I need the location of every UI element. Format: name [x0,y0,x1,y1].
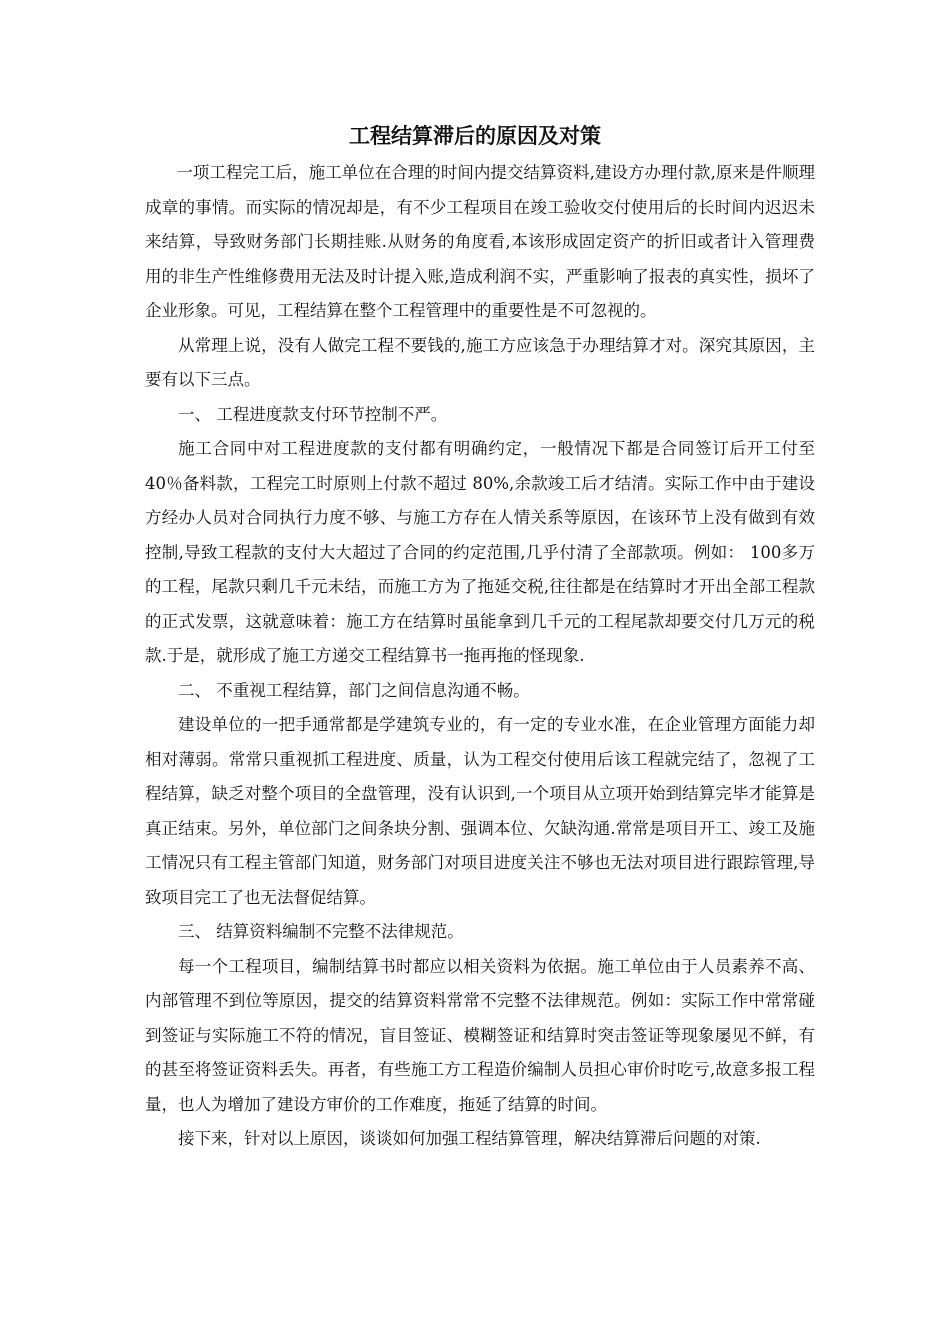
document-title: 工程结算滞后的原因及对策 [349,124,601,148]
paragraph-closing: 接下来，针对以上原因，谈谈如何加强工程结算管理，解决结算滞后问题的对策. [178,1129,761,1148]
paragraph-section-3: 每一个工程项目，编制结算书时都应以相关资料为依据。施工单位由于人员素养不高、内部管理不到位等原因，提交的结算资料常常不完整不法律规范。例如：实际工作中常常碰到签证与实际施工不符的情况，盲目签证、模糊签证和结算时突击签证等现象屡见不鲜，有的甚至将签证资料丢失。再者，有些施工方工程造价编制人员担心审价时吃亏,故意多报工程量，也人为增加了建设方审价的工作难度，拖延了结算的时间。 [145,956,815,1114]
paragraph-intro: 一项工程完工后，施工单位在合理的时间内提交结算资料,建设方办理付款,原来是件顺理成章的事情。而实际的情况却是，有不少工程项目在竣工验收交付使用后的长时间内迟迟未来结算，导致财务部门长期挂账.从财务的角度看,本该形成固定资产的折旧或者计入管理费用的非生产性维修费用无法及时计提入账,造成利润不实，严重影响了报表的真实性，损坏了企业形象。可见，工程结算在整个工程管理中的重要性是不可忽视的。 [145,163,815,320]
paragraph-reasons-lead: 从常理上说，没有人做完工程不要钱的,施工方应该急于办理结算才对。深究其原因，主要有以下三点。 [145,335,815,389]
section-heading-2: 二、 不重视工程结算，部门之间信息沟通不畅。 [178,680,530,700]
section-heading-1: 一、 工程进度款支付环节控制不严。 [178,404,448,424]
paragraph-section-1: 施工合同中对工程进度款的支付都有明确约定，一般情况下都是合同签订后开工付至40％备料款，工程完工时原则上付款不超过 80%,余款竣工后才结清。实际工作中由于建设方经办人员对合同执行力度不够、与施工方存在人情关系等原因，在该环节上没有做到有效控制,导致工程款的支付大大超过了合同的约定范围,几乎付清了全部款项。例如： 100多万的工程，尾款只剩几千元未结，而施工方为了拖延交税,往往都是在结算时才开出全部工程款的正式发票，这就意味着：施工方在结算时虽能拿到几千元的工程尾款却要交付几万元的税款.于是，就形成了施工方递交工程结算书一拖再拖的怪现象. [145,439,815,665]
section-heading-3: 三、 结算资料编制不完整不法律规范。 [178,922,464,941]
paragraph-section-2: 建设单位的一把手通常都是学建筑专业的，有一定的专业水准，在企业管理方面能力却相对薄弱。常常只重视抓工程进度、质量，认为工程交付使用后该工程就完结了，忽视了工程结算，缺乏对整个项目的全盘管理，没有认识到,一个项目从立项开始到结算完毕才能算是真正结束。另外，单位部门之间条块分割、强调本位、欠缺沟通.常常是项目开工、竣工及施工情况只有工程主管部门知道，财务部门对项目进度关注不够也无法对项目进行跟踪管理,导致项目完工了也无法督促结算。 [145,715,815,907]
document-body [145,156,815,1157]
